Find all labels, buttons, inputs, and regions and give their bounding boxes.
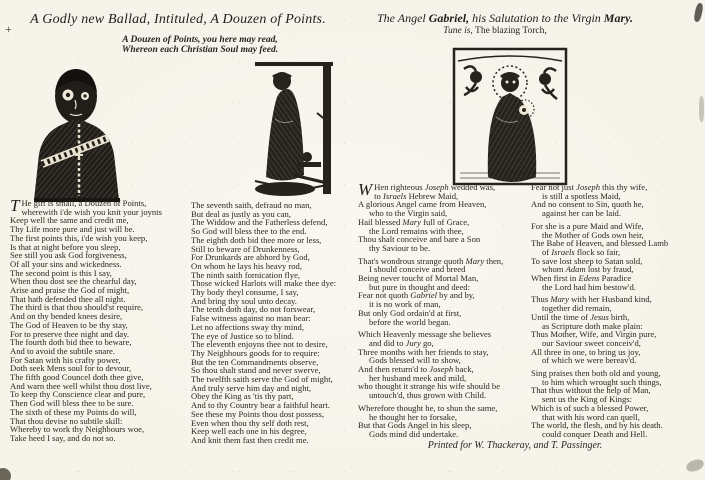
verse-line: Until the time of Jesus birth, [531,311,630,322]
verse-line: For Satan with his crafty power, [10,354,121,365]
verse-lines [531,183,705,439]
verse-line: And bring thy soul unto decay. [191,295,297,306]
verse-line: it is no work of man, [369,299,441,310]
tune-line: Tune is, The blazing Torch, [443,26,547,36]
verse-line: That thus without the help of Man, [531,385,651,396]
verse-lines [358,180,532,439]
drop-cap: W [358,180,373,199]
cherub-right [539,68,557,99]
verse-line: wherewith i'de wish you knit your joynts [21,206,162,217]
verse-line: Which Heavenly message she believes [358,329,492,340]
verse-line: For Drunkards are abhord by God, [191,252,310,263]
verse-line: And to avoid the subtile snare. [10,345,116,356]
left-ballad-title: A Godly new Ballad, Intituled, A Douzen of Points. [30,12,326,27]
verse-line: Thus Mary with her Husband kind, [531,294,652,305]
verse-line: But the ten Commandments observe, [191,356,319,367]
verse-line: To save lost sheep to Satan sold, [531,255,643,266]
verse-line: And no consent to Sin, quoth he, [531,199,644,210]
verse-line: Keep well each one in his degree, [191,426,307,437]
verse-line: The ninth saith fornication flye, [191,269,301,280]
verse-line: So God will bless thee to the end. [191,226,307,237]
verse-line: When thou dost see the chearful day, [10,276,137,287]
verse-line: untouch'd, thus grown with Child. [369,390,487,401]
verse-line: Sing praises then both old and young, [531,368,661,379]
verse-line: The Babe of Heaven, and blessed Lamb [531,238,669,249]
verse-line: our Saviour sweet conceiv'd, [542,337,641,348]
verse-line: But deal as justly as you can, [191,208,292,219]
verse-line: and did to Jury go, [369,337,434,348]
verse-line: The God of Heaven to be thy stay, [10,319,128,330]
verse-line: to Israels Hebrew Maid, [374,190,459,201]
scan-smudge [685,457,705,473]
verse-line: Keep well the same and credit me, [10,215,129,226]
verse-line: Gods blessed will to show, [369,355,461,366]
verse-line: Which is of such a blessed Power, [531,402,649,413]
verse-line: The seventh saith, defraud no man, [191,200,312,210]
verse-line: The fifth good Councel doth thee give, [10,372,144,383]
cherub-left [464,66,482,95]
verse-line: Arise and praise the God of might, [10,285,130,296]
verse-line: of which we were bereav'd. [542,355,637,366]
verse-line: who thought it strange his wife should be [358,381,501,392]
verse-line: The eleventh enjoyns thee not to desire, [191,339,328,350]
verse-line: Then God will bless thee to be sure. [10,398,134,409]
right-ballad-title: The Angel Gabriel, his Salutation to the Virgin Mary. [376,11,634,25]
verse-line: The twelfth saith serve the God of might, [191,374,333,385]
left-ballad-subtitle [55,35,345,55]
scan-smudge [699,96,704,122]
verse-line: sent us the King of Kings: [542,394,632,405]
points-verse-column-2 [191,201,363,445]
verse-line: The world, the flesh, and by his death. [531,420,663,431]
verse-line: Whereby to work thy Neighbours woe, [10,424,145,435]
verse-line: On whom he lays his heavy rod, [191,260,302,271]
verse-line: Wherefore thought he, to shun the same, [358,402,498,413]
verse-line: The first points this, i'de wish you keep, [10,232,148,243]
verse-line: All three in one, to bring us joy, [531,346,641,357]
verse-lines [191,201,363,445]
verse-line: the Lord remains with thee, [369,225,464,236]
verse-line: Obey the King as 'tis thy part, [191,391,294,402]
standing-man-woodcut [247,57,339,201]
verse-line: To keep thy Conscience clear and pure, [10,389,146,400]
verse-line: of Israels flock so fair, [542,246,621,257]
verse-line: he thought her to forsake, [369,411,458,422]
subtitle-line: A Douzen of Points, you here may read, [122,35,278,45]
scan-smudge [693,2,704,22]
verse-line: And knit them fast then credit me. [191,434,309,445]
verse-line: Fear not quoth Gabriel by and by, [358,290,475,301]
verse-line: He gift is small, a Douzen of Points, [21,198,147,208]
verse-line: So thou shalt stand and never swerve, [191,365,321,376]
verse-line: Gods mind did undertake. [369,428,459,439]
verse-line: against her can be laid. [542,208,621,219]
verse-line: That thou devise no subtile skill: [10,415,123,426]
verse-line: The eye of Justice so to blind. [191,330,294,341]
verse-line: See these my Points thou dost possess, [191,408,324,419]
verse-line: Those wicked Harlots will make thee dye: [191,278,337,289]
verse-line: Three months with her friends to stay, [358,346,489,357]
verse-line: That's wondrous strange quoth Mary then, [358,255,504,266]
verse-line: the Mother of Gods own heir, [542,229,644,240]
verse-line: And truly serve him day and night, [191,382,312,393]
drop-cap: T [10,196,20,215]
verse-line: Hen righteous Joseph wedded was, [374,182,496,192]
verse-line: to him which wrought such things, [542,376,662,387]
verse-line: The fourth doth bid thee to beware, [10,337,132,348]
gabriel-verse-column-2 [531,183,705,443]
verse-line: And then return'd to Joseph back, [358,364,474,375]
verse-line: And on thy bended knees desire, [10,311,123,322]
verse-line: Still to beware of Drunkenness, [191,243,300,254]
verse-line: Fear not just Joseph this thy wife, [531,182,648,192]
verse-line: False witness against no man bear: [191,313,311,324]
verse-line: Thou shalt conceive and bare a Son [358,234,481,245]
verse-line: before the world began. [369,316,451,327]
verse-line: The Widdow and the Fatherless defend, [191,217,328,228]
verse-line: Of all your sins and wickedness. [10,258,122,269]
verse-line: the Lord had him bestow'd. [542,281,636,292]
verse-line: For she is a pure Maid and Wife, [531,220,644,231]
verse-line: Thy Neighbours goods for to require: [191,347,320,358]
verse-line: But only God ordain'd at first, [358,307,462,318]
verse-line: A glorious Angel came from Heaven, [358,199,487,210]
subtitle-line: Whereon each Christian Soul may feed. [121,45,279,55]
verse-line: And to thy Country bear a faithful heart. [191,400,330,411]
gabriel-verse-column-1 [358,180,532,443]
scan-smudge [0,468,11,480]
verse-line: The third is that thou should'st require, [10,302,144,313]
verse-line: The sixth of these my Points do will, [10,406,137,417]
verse-line: Take heed I say, and do not so. [10,432,116,443]
verse-line: For to preserve thee night and day. [10,328,130,339]
verse-line: as Scripture doth make plain: [542,320,643,331]
verse-line: And warn thee well whilst thou dost live, [10,380,152,391]
verse-line: Doth seek Mens soul for to devour, [10,363,132,374]
verse-line: See still you ask God forgiveness, [10,250,127,261]
verse-line: Is that at night before you sleep, [10,241,121,252]
verse-line: thy Saviour to be. [369,242,431,253]
verse-line: but pure in thought and deed: [369,281,470,292]
verse-line: I should conceive and breed [369,264,466,275]
verse-line: is still a spotless Maid, [542,190,621,201]
verse-line: whom Adam lost by fraud, [542,264,634,275]
verse-line: together did remain, [542,303,612,314]
verse-line: Let no affections sway thy mind, [191,321,304,332]
verse-line: The eighth doth bid thee more or less, [191,234,322,245]
verse-line: Even when thou thy self doth rest, [191,417,309,428]
verse-line: The tenth doth day, do not forswear, [191,304,316,315]
margin-cross-mark: + [5,22,12,36]
points-verse-column-1 [10,196,190,443]
verse-line: Hail blessed Mary full of Grace, [358,216,470,227]
virgin-mary-woodcut [452,47,568,188]
verse-line: Thy Life more pure and just will be. [10,224,135,235]
man-bust-woodcut [28,62,124,204]
verse-line: her husband meek and mild, [369,372,467,383]
verse-line: The second point is this I say, [10,267,112,278]
verse-line: Thus Mother, Wife, and Virgin pure, [531,329,657,340]
verse-lines [10,196,190,443]
verse-line: But that Gods Angel in his sleep, [358,420,472,431]
verse-line: who to the Virgin said, [369,208,448,219]
verse-line: When first in Edens Paradice [531,273,632,284]
verse-line: that with his word can quell, [542,411,640,422]
verse-line: Being never toucht of Mortal Man, [358,273,479,284]
verse-line: could conquer Death and Hell. [542,428,648,439]
verse-line: That hath defended thee all night. [10,293,126,304]
verse-line: Thy body theyl consume, I say, [191,287,299,298]
printer-imprint: Printed for W. Thackeray, and T. Passinger. [427,440,603,451]
